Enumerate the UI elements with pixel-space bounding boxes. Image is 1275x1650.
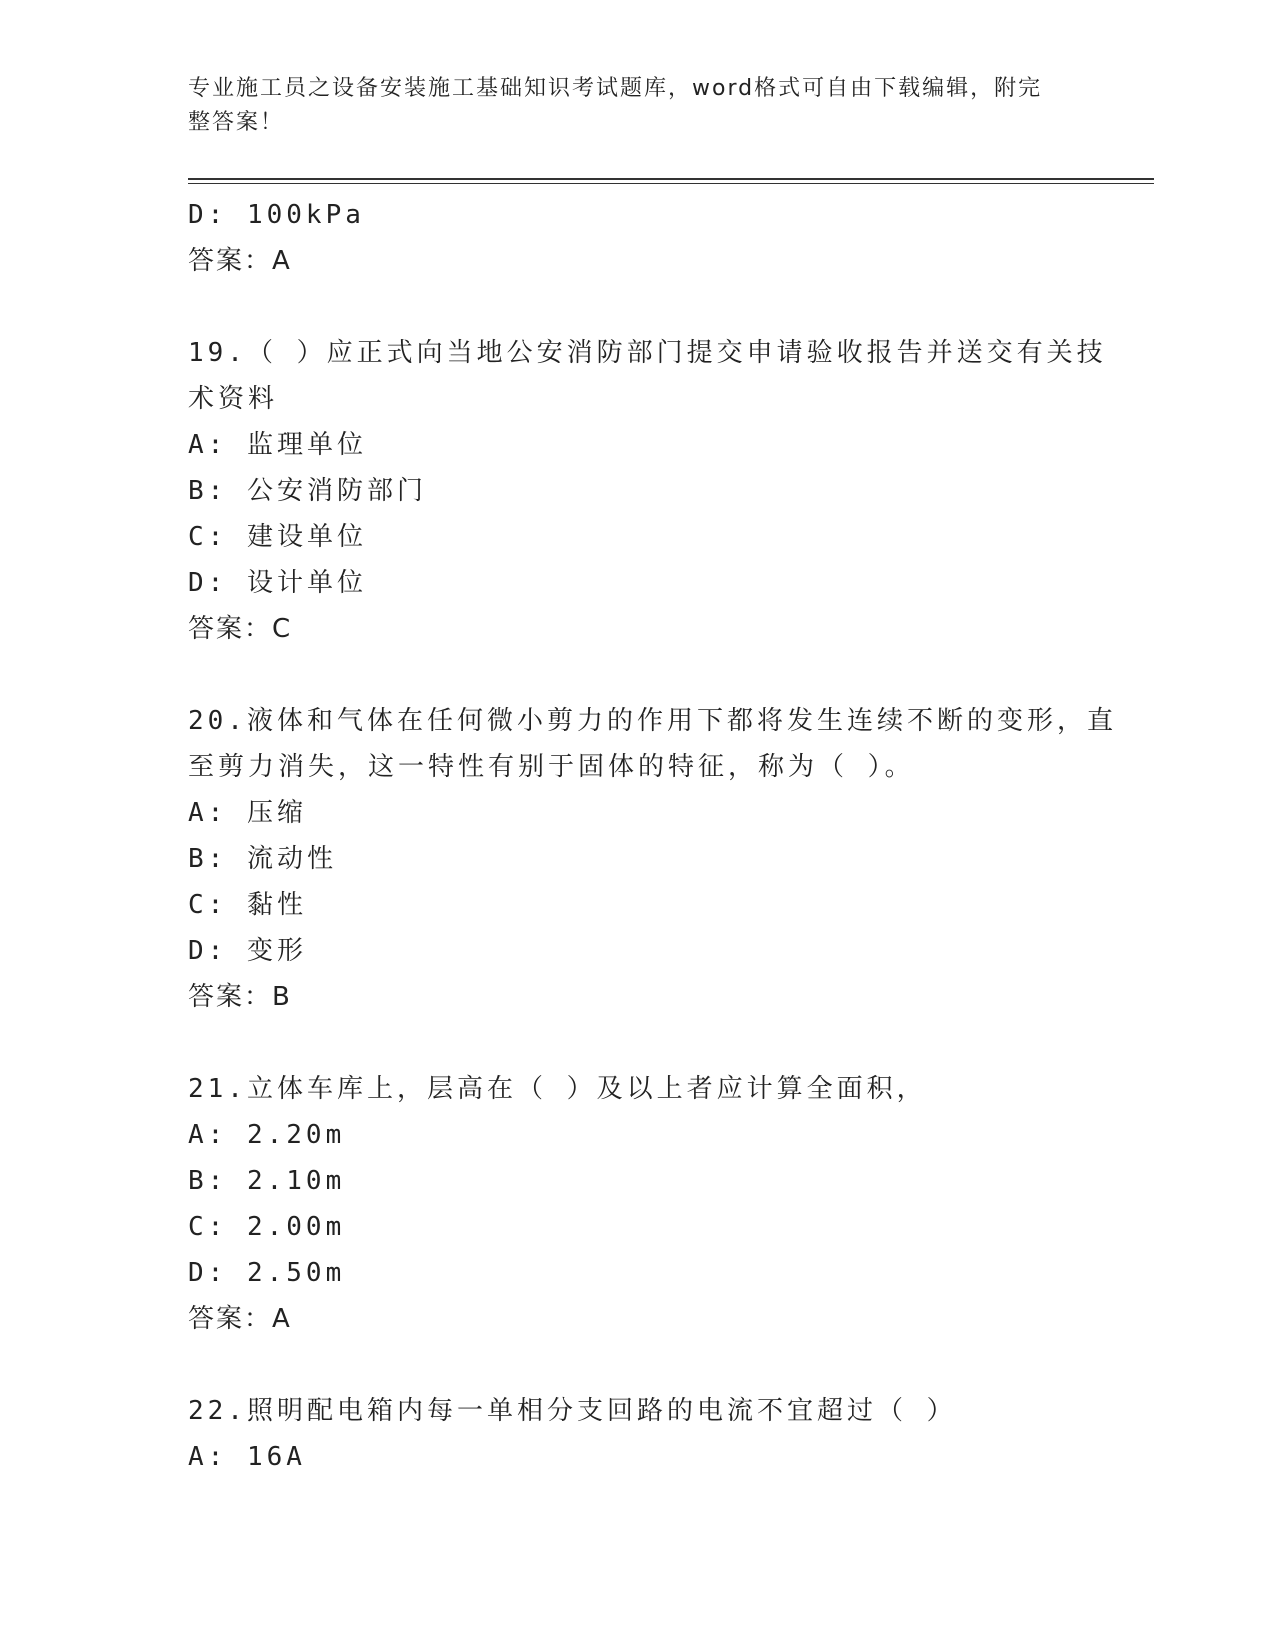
option-b: B: 流动性 (188, 844, 337, 874)
option-b: B: 2.10m (188, 1166, 346, 1196)
header-title-line-2: 整答案！ (188, 110, 285, 135)
option-c: C: 建设单位 (188, 522, 367, 552)
option-a: A: 2.20m (188, 1120, 346, 1150)
option-a: A: 16A (188, 1442, 306, 1472)
question-19 (188, 330, 1107, 652)
answer-label: 答案：C (188, 614, 293, 644)
option-a: A: 压缩 (188, 798, 307, 828)
header-divider-thick (188, 178, 1154, 180)
answer-label: 答案：A (188, 1304, 292, 1334)
option-d: D: 设计单位 (188, 568, 367, 598)
question-text-line-1: 22.照明配电箱内每一单相分支回路的电流不宜超过（ ） (188, 1396, 957, 1426)
option-a: A: 监理单位 (188, 430, 367, 460)
document-header (188, 72, 1068, 140)
header-title-line-1: 专业施工员之设备安装施工基础知识考试题库，word格式可自由下载编辑，附完 (188, 76, 1043, 101)
spacer (188, 1020, 1088, 1066)
carryover-block (188, 192, 1088, 284)
answer-label: 答案：A (188, 246, 292, 276)
question-text-line-2: 术资料 (188, 384, 279, 414)
question-text-line-1: 20.液体和气体在任何微小剪力的作用下都将发生连续不断的变形，直 (188, 706, 1117, 736)
spacer (188, 1342, 1088, 1388)
question-22 (188, 1388, 1088, 1480)
option-d: D: 100kPa (188, 200, 365, 230)
option-c: C: 黏性 (188, 890, 307, 920)
option-d: D: 变形 (188, 936, 307, 966)
spacer (188, 284, 1088, 330)
option-d: D: 2.50m (188, 1258, 346, 1288)
question-text-line-1: 21.立体车库上，层高在（ ）及以上者应计算全面积， (188, 1074, 927, 1104)
question-20 (188, 698, 1117, 1020)
question-text-line-2: 至剪力消失，这一特性有别于固体的特征，称为（ ）。 (188, 752, 915, 782)
question-21 (188, 1066, 1088, 1342)
spacer (188, 652, 1088, 698)
option-b: B: 公安消防部门 (188, 476, 427, 506)
answer-label: 答案：B (188, 982, 292, 1012)
header-divider-thin (188, 183, 1154, 184)
question-text-line-1: 19.（ ）应正式向当地公安消防部门提交申请验收报告并送交有关技 (188, 338, 1107, 368)
question-list (188, 192, 1117, 1480)
option-c: C: 2.00m (188, 1212, 346, 1242)
